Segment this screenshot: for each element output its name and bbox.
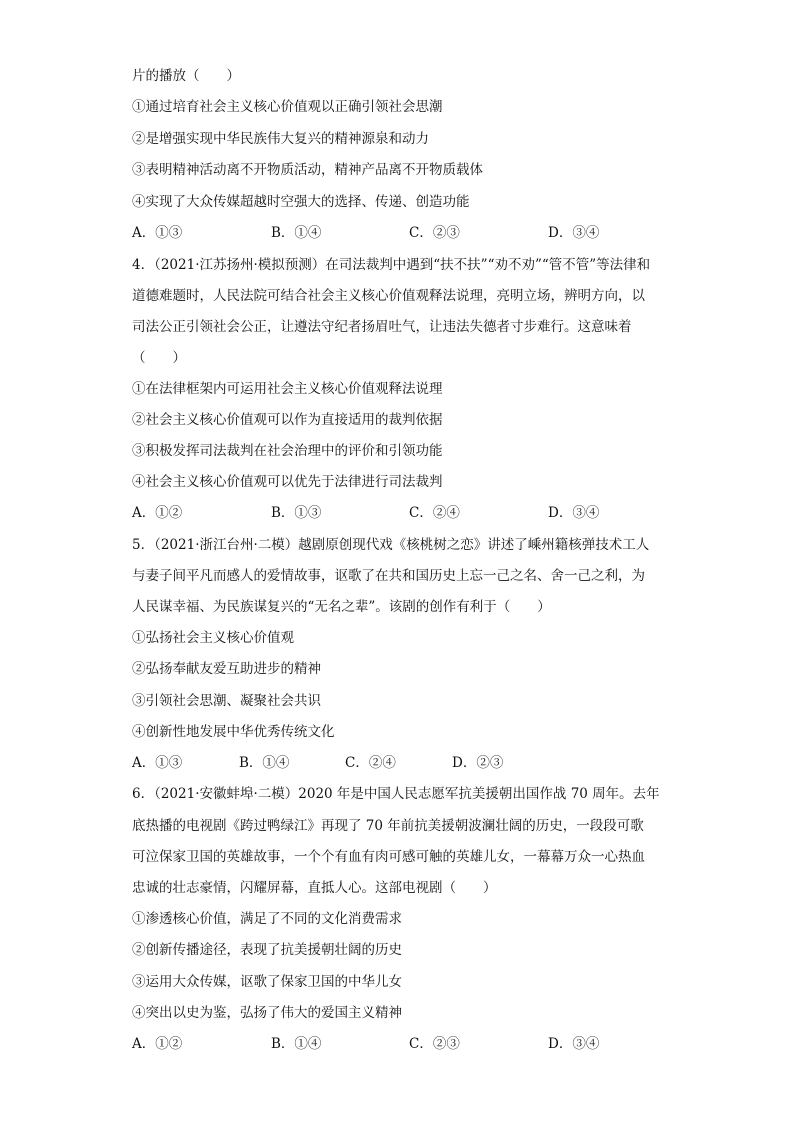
- q3-item-2: ②是增强实现中华民族伟大复兴的精神源泉和动力: [132, 131, 429, 147]
- q5-stem-line-3: 人民谋幸福、为民族谋复兴的“无名之辈”。该剧的创作有利于（ ）: [132, 599, 551, 615]
- q4-stem-line-2: 道德难题时，人民法院可结合社会主义核心价值观释法说理，亮明立场，辨明方向，以: [132, 288, 645, 304]
- q3-option-d[interactable]: D．③④: [548, 225, 600, 241]
- q6-stem-line-4: 忠诚的壮志豪情，闪耀屏幕，直抵人心。这部电视剧（ ）: [132, 880, 497, 896]
- q4-item-3: ③积极发挥司法裁判在社会治理中的评价和引领功能: [132, 443, 443, 459]
- q6-item-3: ③运用大众传媒，讴歌了保家卫国的中华儿女: [132, 974, 402, 990]
- q5-option-c[interactable]: C．②④: [345, 755, 396, 771]
- q4-option-c[interactable]: C．②④: [409, 505, 460, 521]
- q5-option-b[interactable]: B．①④: [239, 755, 290, 771]
- q6-option-b[interactable]: B．①④: [271, 1036, 322, 1052]
- q4-stem-line-1: 4．（2021·江苏扬州·模拟预测）在司法裁判中遇到“扶不扶”“劝不劝”“管不管”等法律和: [132, 257, 651, 273]
- q4-option-d[interactable]: D．③④: [548, 505, 600, 521]
- q4-stem-line-4: （ ）: [132, 350, 186, 366]
- q6-option-c[interactable]: C．②③: [409, 1036, 460, 1052]
- q5-item-1: ①弘扬社会主义核心价值观: [132, 630, 294, 646]
- q5-item-4: ④创新性地发展中华优秀传统文化: [132, 724, 335, 740]
- q3-stem-tail: 片的播放（ ）: [132, 68, 240, 84]
- q6-item-4: ④突出以史为鉴，弘扬了伟大的爱国主义精神: [132, 1005, 402, 1021]
- q4-item-2: ②社会主义核心价值观可以作为直接适用的裁判依据: [132, 412, 443, 428]
- q5-stem-line-1: 5．（2021·浙江台州·二模）越剧原创现代戏《核桃树之恋》讲述了嵊州籍核弹技术工人: [132, 537, 650, 553]
- q3-option-b[interactable]: B．①④: [271, 225, 322, 241]
- q6-stem-line-2: 底热播的电视剧《跨过鸭绿江》再现了 70 年前抗美援朝波澜壮阔的历史，一段段可歌: [132, 818, 644, 834]
- q3-item-3: ③表明精神活动离不开物质活动，精神产品离不开物质载体: [132, 162, 483, 178]
- q6-item-1: ①渗透核心价值，满足了不同的文化消费需求: [132, 911, 402, 927]
- q4-item-1: ①在法律框架内可运用社会主义核心价值观释法说理: [132, 381, 443, 397]
- q6-stem-line-3: 可泣保家卫国的英雄故事，一个个有血有肉可感可触的英雄儿女，一幕幕万众一心热血: [132, 849, 645, 865]
- q5-option-d[interactable]: D．②③: [452, 755, 504, 771]
- q3-option-a[interactable]: A．①③: [132, 225, 183, 241]
- q4-item-4: ④社会主义核心价值观可以优先于法律进行司法裁判: [132, 474, 443, 490]
- q6-item-2: ②创新传播途径，表现了抗美援朝壮阔的历史: [132, 942, 402, 958]
- q6-option-d[interactable]: D．③④: [548, 1036, 600, 1052]
- q4-option-b[interactable]: B．①③: [271, 505, 322, 521]
- q3-item-4: ④实现了大众传媒超越时空强大的选择、传递、创造功能: [132, 194, 470, 210]
- q5-item-3: ③引领社会思潮、凝聚社会共识: [132, 693, 321, 709]
- q5-item-2: ②弘扬奉献友爱互助进步的精神: [132, 661, 321, 677]
- q3-item-1: ①通过培育社会主义核心价值观以正确引领社会思潮: [132, 99, 443, 115]
- q6-option-a[interactable]: A．①②: [132, 1036, 183, 1052]
- q3-option-c[interactable]: C．②③: [409, 225, 460, 241]
- q6-stem-line-1: 6．（2021·安徽蚌埠·二模）2020 年是中国人民志愿军抗美援朝出国作战 70 周年。去年: [132, 786, 660, 802]
- q5-stem-line-2: 与妻子间平凡而感人的爱情故事，讴歌了在共和国历史上忘一己之名、舍一己之利，为: [132, 568, 645, 584]
- q4-option-a[interactable]: A．①②: [132, 505, 183, 521]
- q4-stem-line-3: 司法公正引领社会公正，让遵法守纪者扬眉吐气，让违法失德者寸步难行。这意味着: [132, 319, 632, 335]
- q5-option-a[interactable]: A．①③: [132, 755, 183, 771]
